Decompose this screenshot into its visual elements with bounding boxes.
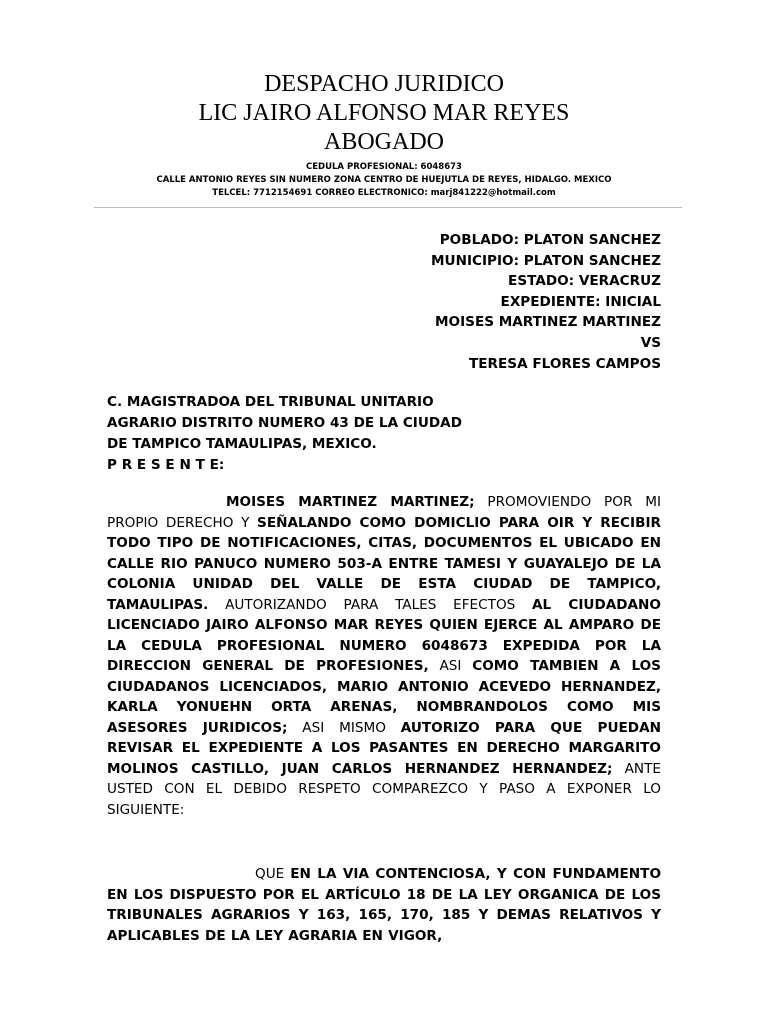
text-run: ANTE USTED CON EL DEBIDO RESPETO COMPAREZCO Y PASO A EXPONER LO SIGUIENTE: — [107, 760, 661, 818]
text-run: AL CIUDADANO LICENCIADO JAIRO ALFONSO MAR REYES QUIEN EJERCE AL AMPARO DE LA CEDULA PROFESIONAL NUMERO 6048673 EXPEDIDA POR LA DIRECCION GENERAL DE PROFESIONES, — [107, 596, 661, 674]
caption-expediente: EXPEDIENTE: INICIAL — [500, 293, 661, 310]
caption-estado: ESTADO: VERACRUZ — [508, 273, 661, 290]
cedula-line: CEDULA PROFESIONAL: 6048673 — [306, 162, 462, 172]
caption-defendant: TERESA FLORES CAMPOS — [469, 355, 661, 372]
caption-plaintiff: MOISES MARTINEZ MARTINEZ — [435, 314, 661, 331]
text-run: PROMOVIENDO POR MI PROPIO DERECHO Y — [107, 494, 661, 531]
caption-municipio: MUNICIPIO: PLATON SANCHEZ — [431, 252, 661, 269]
text-run: SEÑALANDO COMO DOMICLIO PARA OIR Y RECIBIR TODO TIPO DE NOTIFICACIONES, CITAS, DOCUMENTOS EL UBICADO EN CALLE RIO PANUCO NUMERO 503-A ENTRE TAMESI Y GUAYALEJO DE LA COLONIA UNIDAD DEL VALLE DE ESTA CIUDAD DE TAMPICO, TAMAULIPAS. — [107, 514, 661, 613]
address-line: CALLE ANTONIO REYES SIN NUMERO ZONA CENTRO DE HUEJUTLA DE REYES, HIDALGO. MEXICO — [156, 175, 612, 185]
addressee-line: C. MAGISTRADOA DEL TRIBUNAL UNITARIO — [107, 394, 434, 410]
firm-name: DESPACHO JURIDICO — [264, 71, 504, 97]
caption-versus: VS — [640, 334, 661, 351]
lawyer-title: ABOGADO — [324, 129, 444, 155]
text-run: EN LA VIA CONTENCIOSA, Y CON FUNDAMENTO EN LOS DISPUESTO POR EL ARTÍCULO 18 DE LA LEY ORGANICA DE LOS TRIBUNALES AGRARIOS Y 163, 165, 170, 185 Y DEMAS RELATIVOS Y APLICABLES DE LA LEY AGRARIA EN VIGOR, — [107, 866, 662, 944]
addressee-line: AGRARIO DISTRITO NUMERO 43 DE LA CIUDAD — [107, 415, 462, 431]
paragraph-comparecencia — [107, 492, 661, 820]
addressee-line: DE TAMPICO TAMAULIPAS, MEXICO. — [107, 436, 377, 452]
presente-line: P R E S E N T E: — [107, 457, 225, 473]
text-run: ASI MISMO — [287, 719, 401, 736]
text-run: ASI — [428, 658, 473, 674]
text-run: AUTORIZO PARA QUE PUEDAN REVISAR EL EXPEDIENTE A LOS PASANTES EN DERECHO MARGARITO MOLINOS CASTILLO, JUAN CARLOS HERNANDEZ HERNANDEZ; — [107, 719, 661, 777]
text-run: AUTORIZANDO PARA TALES EFECTOS — [208, 596, 533, 613]
paragraph-fundamento — [107, 864, 661, 946]
contact-line: TELCEL: 7712154691 CORREO ELECTRONICO: marj841222@hotmail.com — [212, 188, 556, 198]
letterhead-divider — [94, 207, 682, 208]
addressee-block — [107, 392, 462, 476]
caption-poblado: POBLADO: PLATON SANCHEZ — [439, 232, 661, 248]
letterhead — [0, 70, 768, 200]
lawyer-name: LIC JAIRO ALFONSO MAR REYES — [198, 100, 570, 126]
text-run: COMO TAMBIEN A LOS CIUDADANOS LICENCIADOS, MARIO ANTONIO ACEVEDO HERNANDEZ, KARLA YONUEHN ORTA ARENAS, NOMBRANDOLOS COMO MIS ASESORES JURIDICOS; — [107, 658, 661, 736]
text-run: QUE — [255, 866, 291, 882]
case-caption — [431, 230, 661, 374]
text-run: MOISES MARTINEZ MARTINEZ; — [226, 494, 475, 510]
